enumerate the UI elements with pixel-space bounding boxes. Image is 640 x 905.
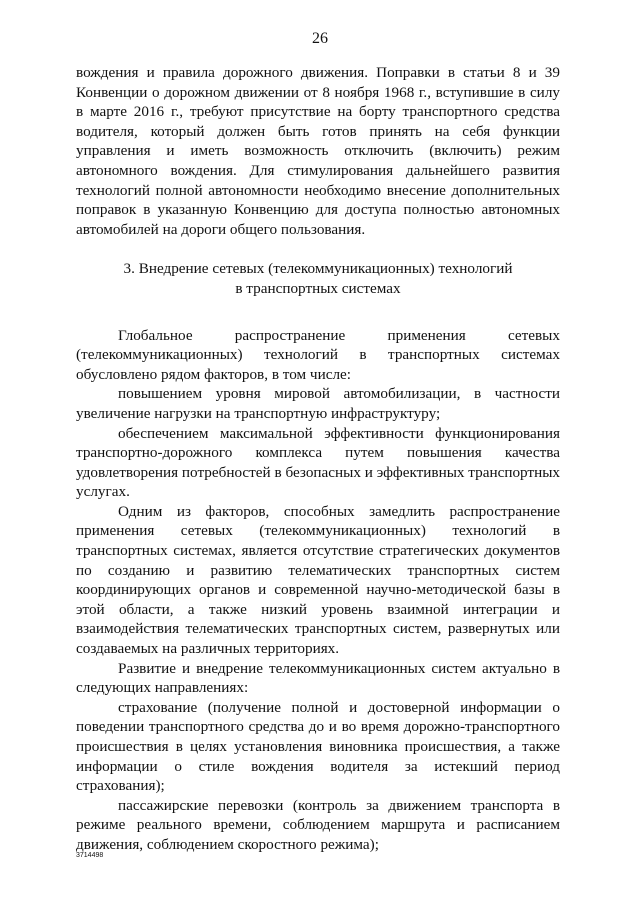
page-number: 26 — [312, 30, 328, 47]
section-heading-line: 3. Внедрение сетевых (телекоммуникационных) технологий — [123, 260, 513, 278]
paragraph: Одним из факторов, способных замедлить распространение применения сетевых (телекоммуникационных) технологий в транспортных системах, является отсутствие стратегических документов по созданию и развитию телематических транспортных систем координирующих органов и современной научно-методической базы в этой области, а также низкий уровень взаимной интеграции и взаимодействия телематических транспортных систем, развернутых или создаваемых на различных территориях. — [76, 502, 560, 658]
section-heading — [76, 259, 560, 298]
paragraph: Глобальное распространение применения сетевых (телекоммуникационных) технологий в транспортных системах обусловлено рядом факторов, в том числе: — [76, 326, 560, 383]
paragraph: повышением уровня мировой автомобилизации, в частности увеличение нагрузки на транспортную инфраструктуру; — [76, 385, 560, 422]
paragraph: страхование (получение полной и достоверной информации о поведении транспортного средства до и во время дорожно-транспортного происшествия в целях установления виновника происшествия, а также информации о стиле вождения водителя за истекший период страхования); — [76, 698, 560, 795]
section-heading-line: в транспортных системах — [235, 279, 401, 297]
paragraph: пассажирские перевозки (контроль за движением транспорта в режиме реального времени, соблюдением маршрута и расписанием движения, соблюдением скоростного режима); — [76, 796, 560, 853]
paragraph: вождения и правила дорожного движения. Поправки в статьи 8 и 39 Конвенции о дорожном движении от 8 ноября 1968 г., вступившие в силу в марте 2016 г., требуют присутствие на борту транспортного средства водителя, который должен быть готов принять на себя функции управления и иметь возможность отключить (включить) режим автономного вождения. Для стимулирования дальнейшего развития технологий полной автономности необходимо внесение дополнительных поправок в указанную Конвенцию для доступа полностью автономных автомобилей на дороги общего пользования. — [76, 64, 560, 238]
document-body — [76, 63, 560, 855]
document-code: 3714498 — [76, 852, 104, 859]
paragraph: обеспечением максимальной эффективности функционирования транспортно-дорожного комплекса путем повышения качества удовлетворения потребностей в безопасных и эффективных транспортных услугах. — [76, 424, 560, 501]
paragraph: Развитие и внедрение телекоммуникационных систем актуально в следующих направлениях: — [76, 659, 560, 697]
